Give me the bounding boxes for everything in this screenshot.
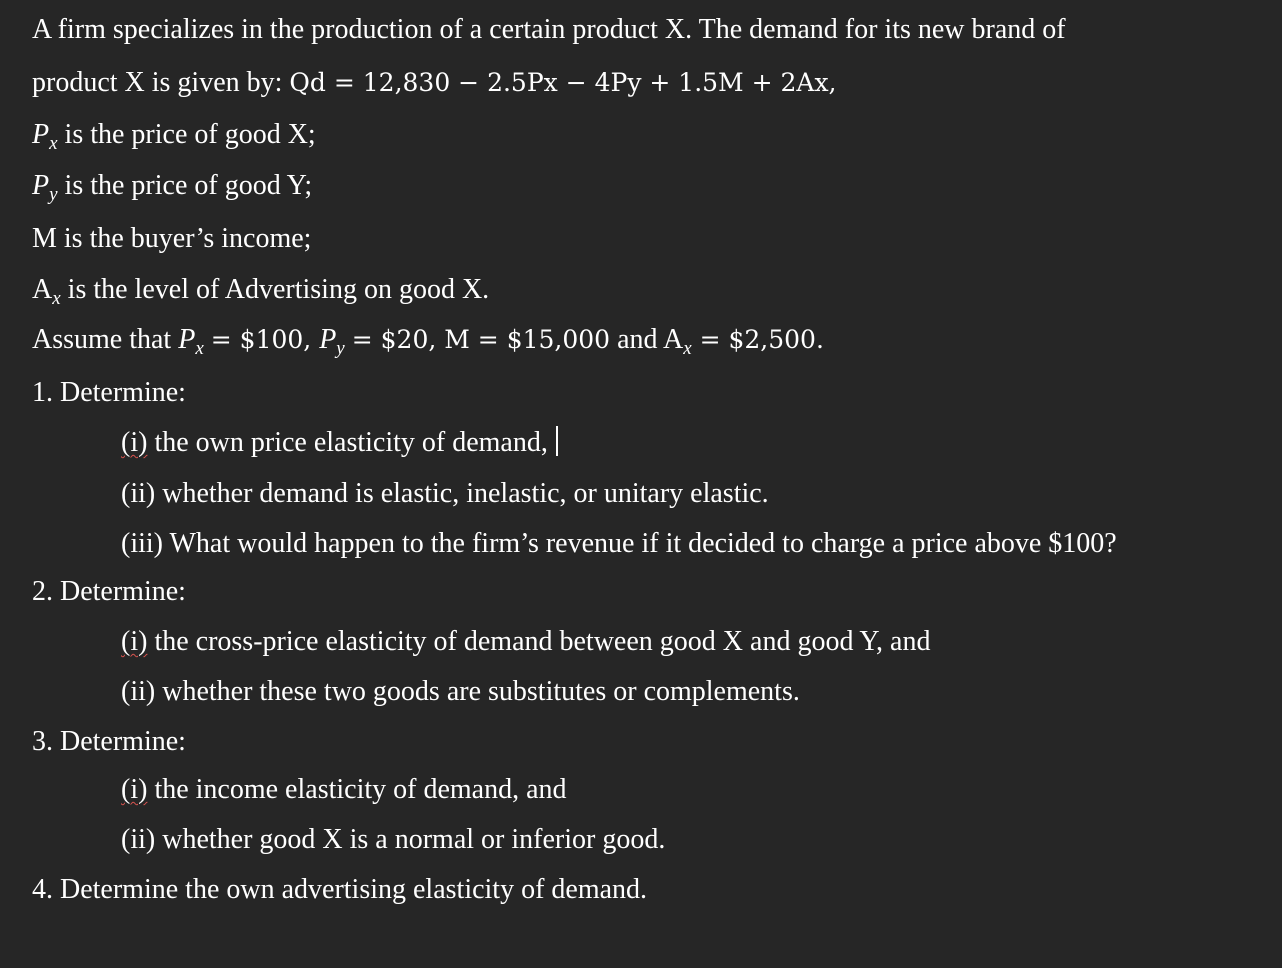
question-1-item-iii: [121, 527, 1117, 561]
assumption-px-value: = $100,: [210, 325, 320, 354]
definition-py-symbol: P: [32, 170, 50, 201]
assumption-m-value: M = $15,000: [444, 325, 611, 354]
assumption-py-subscript: y: [336, 338, 345, 359]
intro-line-2: [32, 66, 837, 100]
definition-m: M is the buyer’s income;: [32, 223, 312, 254]
question-3-item-i-num: (i): [121, 774, 148, 805]
question-1-item-iii-num: (iii): [121, 528, 163, 559]
question-2-heading: 2. Determine:: [32, 576, 186, 607]
definition-px-text: is the price of good X;: [57, 119, 316, 150]
definition-px: [32, 118, 316, 155]
assumption-prefix: Assume that: [32, 324, 179, 355]
question-3-item-ii-text: whether good X is a normal or inferior good.: [155, 824, 666, 855]
question-1-item-iii-text: What would happen to the firm’s revenue if it decided to charge a price above $100?: [163, 528, 1117, 559]
question-3-item-i-text: the income elasticity of demand, and: [147, 774, 567, 805]
intro-line-1: A firm specializes in the production of a certain product X. The demand for its new brand of: [32, 14, 1066, 45]
intro-line-2-text: product X is given by:: [32, 67, 290, 98]
demand-equation: Qd = 12,830 − 2.5Px − 4Py + 1.5M + 2Ax,: [289, 68, 837, 97]
question-1-item-i-num: (i): [121, 427, 148, 458]
assumption-px-subscript: x: [195, 338, 204, 359]
definition-py-subscript: y: [49, 184, 58, 205]
question-2-item-i: [121, 625, 930, 659]
definition-px-subscript: x: [49, 133, 58, 154]
definition-ax-text: is the level of Advertising on good X.: [60, 274, 490, 305]
question-1-item-ii-text: whether demand is elastic, inelastic, or unitary elastic.: [155, 478, 769, 509]
assumption-and-a: and A: [610, 324, 684, 355]
question-3-item-i: [121, 773, 567, 807]
assumption-py-value: = $20,: [351, 325, 445, 354]
definition-py-text: is the price of good Y;: [57, 170, 313, 201]
question-3-item-ii-num: (ii): [121, 824, 156, 855]
assumption-line: [32, 323, 824, 360]
question-2-item-ii-num: (ii): [121, 676, 156, 707]
question-1-item-ii: [121, 477, 769, 511]
question-3-item-ii: [121, 823, 665, 857]
question-1-item-ii-num: (ii): [121, 478, 156, 509]
definition-ax: [32, 273, 489, 310]
assumption-px-symbol: P: [178, 324, 196, 355]
text-cursor: [556, 426, 558, 456]
question-2-item-ii-text: whether these two goods are substitutes or complements.: [155, 676, 800, 707]
question-2-item-ii: [121, 675, 800, 709]
definition-ax-symbol: A: [32, 274, 53, 305]
question-4-heading: 4. Determine the own advertising elasticity of demand.: [32, 874, 648, 905]
question-2-item-i-num: (i): [121, 626, 148, 657]
assumption-py-symbol: P: [319, 324, 337, 355]
question-1-heading: 1. Determine:: [32, 377, 186, 408]
definition-ax-subscript: x: [52, 288, 61, 309]
assumption-ax-subscript: x: [683, 338, 692, 359]
question-2-item-i-text: the cross-price elasticity of demand between good X and good Y, and: [147, 626, 931, 657]
definition-py: [32, 169, 312, 206]
question-3-heading: 3. Determine:: [32, 726, 186, 757]
definition-px-symbol: P: [32, 119, 50, 150]
question-1-item-i: [121, 426, 558, 460]
assumption-ax-value: = $2,500.: [691, 325, 824, 354]
question-1-item-i-text: the own price elasticity of demand,: [147, 427, 548, 458]
